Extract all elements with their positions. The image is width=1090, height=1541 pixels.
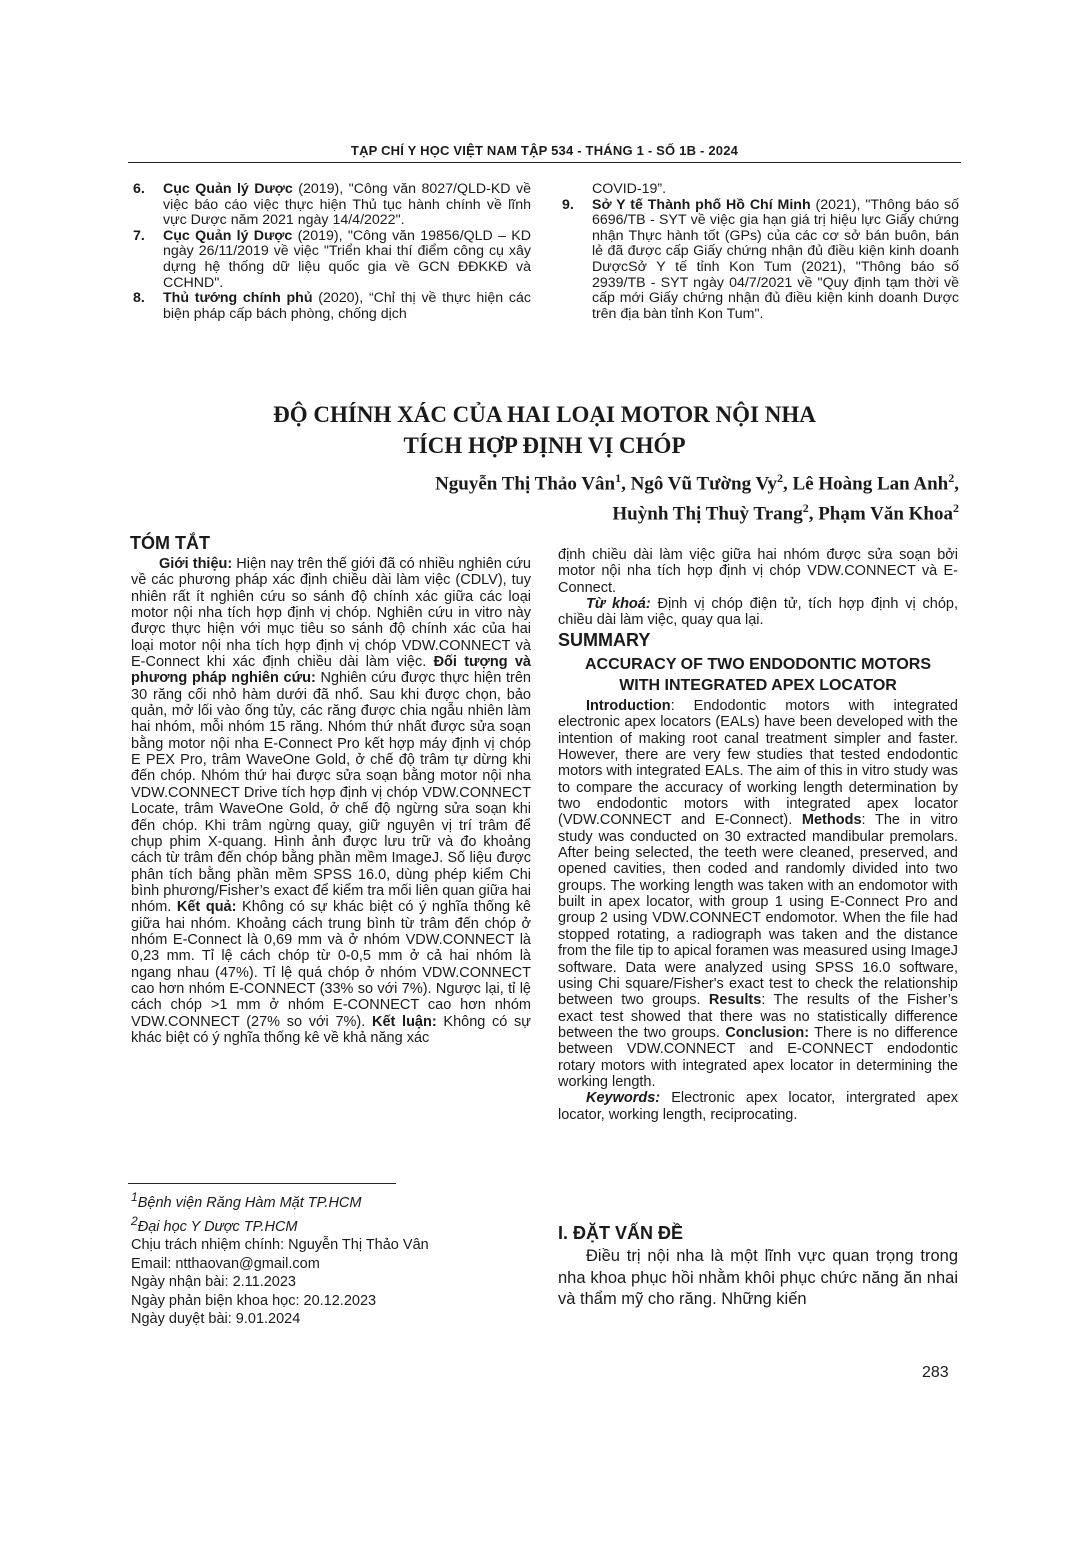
footnotes (131, 1188, 429, 1329)
reference-author: Cục Quản lý Dược (163, 181, 293, 197)
summary-heading: SUMMARY (558, 630, 651, 650)
reference-author: Sở Y tế Thành phố Hồ Chí Minh (592, 196, 811, 213)
corresponding-author: Chịu trách nhiệm chính: Nguyễn Thị Thảo Vân (131, 1237, 429, 1254)
authors-line-2: Huỳnh Thị Thuỳ Trang$^2$, Phạm Văn Khoa$^2$ (612, 501, 959, 525)
references-left (128, 182, 531, 322)
authors-line-1: Nguyễn Thị Thảo Vân$^1$, Ngô Vũ Tường Vy$^2$, Lê Hoàng Lan Anh$^2$, (435, 471, 959, 495)
reference-text: (2021), "Thông báo số 6696/TB - SYT về việc gia hạn giá trị hiệu lực Giấy chứng nhận Thực hành tốt (GPs) của các cơ sở bán buôn, bán lẻ đã được cấp Giấy chứng nhận đủ điều kiện kinh doanh DượcSở Y tế tỉnh Kon Tum (2021), "Thông báo số 2939/TB - SYT ngày 04/7/2021 về "Quy định tạm thời về cấp mới Giấy chứng nhận đủ điều kiện kinh doanh Dược trên địa bàn tỉnh Kon Tum". (592, 196, 960, 322)
summary-title: ACCURACY OF TWO ENDODONTIC MOTORS WITH INTEGRATED APEX LOCATOR (584, 656, 932, 694)
section-1-text: Điều trị nội nha là một lĩnh vực quan trọng trong nha khoa phục hồi nhằm khôi phục chức năng ăn nhai và thẩm mỹ cho răng. Những kiến (558, 1247, 958, 1308)
summary-abstract: Introduction: Endodontic motors with integrated electronic apex locators (EALs) have been developed with the intention of making root canal treatment simpler and faster. However, there are very few studies that tested endodontic motors with integrated EALs. The aim of this in vitro study was to compare the accuracy of working length determination by two endodontic motors with integrated apex locator (VDW.CONNECT and E-Connect). Methods: The in vitro study was conducted on 30 extracted mandibular premolars. After being selected, the teeth were cleaned, preserved, and opened cavities, then coded and randomly divided into two groups. The working length was taken with an endomotor with built in apex locator, with group 1 using E-Connect Pro and group 2 using VDW.CONNECT endomotor. When the file had stopped rotating, a radiograph was taken and the distance from the file tip to apical foramen was measured using ImageJ software. Data were analyzed using SPSS 16.0 software, using Chi square/Fisher's exact test to check the relationship between two groups. Results: The results of the Fisher’s exact test showed that there was no statistically difference between the two groups. Conclusion: There is no difference between VDW.CONNECT and E-CONNECT endodontic rotary motors with integrated apex locator in determining the working length. Keywords: Electronic apex locator, intergrated apex locator, working length, reciprocating. (558, 698, 958, 1123)
tomtat-heading: TÓM TẮT (130, 533, 210, 553)
reference-9: 9. Sở Y tế Thành phố Hồ Chí Minh (2021), "Thông báo số 6696/TB - SYT về việc gia hạn giá trị hiệu lực Giấy chứng nhận Thực hành tốt (GPs) của các cơ sở bán buôn, bán lẻ đã được cấp Giấy chứng nhận đủ điều kiện kinh doanh DượcSở Y tế tỉnh Kon Tum (2021), "Thông báo số 2939/TB - SYT ngày 04/7/2021 về "Quy định tạm thời về cấp mới Giấy chứng nhận đủ điều kiện kinh doanh Dược trên địa bàn tỉnh Kon Tum". (562, 196, 960, 322)
tomtat-continued: định chiều dài làm việc giữa hai nhóm được sửa soạn bởi motor nội nha tích hợp định vị chóp VDW.CONNECT và E-Connect. Từ khoá: Định vị chóp điện tử, tích hợp định vị chóp, chiều dài làm việc, quay qua lại. (558, 547, 958, 629)
reference-author: Cục Quản lý Dược (163, 227, 293, 244)
footnote-rule (128, 1183, 396, 1184)
reference-8: 8. Thủ tướng chính phủ (2020), “Chỉ thị về thực hiện các biện pháp cấp bách phòng, chống dịch (133, 290, 531, 322)
accepted-date: Ngày duyệt bài: 9.01.2024 (131, 1311, 301, 1328)
section-1-heading: I. ĐẶT VẤN ĐỀ (558, 1223, 684, 1243)
reference-7: 7. Cục Quản lý Dược (2019), "Công văn 19856/QLD – KD ngày 26/11/2019 về việc "Triển khai thí điểm công cụ xây dựng hệ thống dữ liệu quốc gia về GCN ĐĐKKĐ và CCHND". (133, 227, 531, 291)
tomtat-abstract: Giới thiệu: Hiện nay trên thế giới đã có nhiều nghiên cứu về các phương pháp xác định chiều dài làm việc (CDLV), tuy nhiên rất ít nghiên cứu so sánh độ chính xác giữa các loại motor nội nha tích hợp định vị chóp. Nghiên cứu in vitro này được thực hiện với mục tiêu so sánh độ chính xác của hai loại motor nội nha tích hợp định vị chóp VDW.CONNECT và E-Connect khi xác định chiều dài làm việc. Đối tượng và phương pháp nghiên cứu: Nghiên cứu được thực hiện trên 30 răng cối nhỏ hàm dưới đã nhổ. Sau khi được chọn, bảo quản, mở lối vào ống tủy, các răng được chia ngẫu nhiên làm hai nhóm, mỗi nhóm 15 răng. Nhóm thứ nhất được sửa soạn bằng motor nội nha E-Connect Pro kết hợp máy định vị chóp E PEX Pro, trâm WaveOne Gold, ở chế độ trâm tự dừng khi đến chóp. Nhóm thứ hai được sửa soạn bằng motor nội nha VDW.CONNECT Drive tích hợp định vị chóp VDW.CONNECT Locate, trâm WaveOne Gold, ở chế độ ngừng sửa soạn khi đến chóp. Khi trâm ngừng quay, giữ nguyên vị trí trâm để chụp phim X-quang. Hình ảnh được lưu trữ và đo khoảng cách từ trâm đến chóp bằng phần mềm ImageJ. Số liệu được phân tích bằng phần mềm SPSS 16.0, dùng phép kiểm Chi bình phương/Fisher’s exact để kiểm tra mối liên quan giữa hai nhóm. Kết quả: Không có sự khác biệt có ý nghĩa thống kê giữa hai nhóm. Khoảng cách trung bình từ trâm đến chóp ở nhóm E-Connect là 0,69 mm và ở nhóm VDW.CONNECT là 0,23 mm. Tỉ lệ cách chóp từ 0-0,5 mm ở cả hai nhóm là ngang nhau (47%). Tỉ lệ quá chóp ở nhóm VDW.CONNECT cao hơn nhóm E-CONNECT (33% so với 7%). Ngược lại, tỉ lệ cách chóp >1 mm ở nhóm E-CONNECT cao hơn nhóm VDW.CONNECT (27% so với 7%). Kết luận: Không có sự khác biệt có ý nghĩa thống kê về khả năng xác (131, 556, 531, 1046)
page-number: 283 (922, 1364, 949, 1381)
reference-text: (2019), "Công văn 8027/QLD-KD về việc báo cáo việc thực hiện Thủ tục hành chính về lĩnh vực Dược năm 2021 ngày 14/4/2022". (163, 181, 531, 229)
journal-header: TẠP CHÍ Y HỌC VIỆT NAM TẬP 534 - THÁNG 1 - SỐ 1B - 2024 (350, 143, 739, 158)
header-rule (128, 162, 961, 163)
reference-text: (2020), “Chỉ thị về thực hiện các biện pháp cấp bách phòng, chống dịch (163, 290, 531, 322)
email: Email: ntthaovan@gmail.com (131, 1255, 320, 1272)
reference-author: Thủ tướng chính phủ (163, 290, 313, 307)
title-line-2: TÍCH HỢP ĐỊNH VỊ CHÓP (403, 433, 686, 458)
affiliation-1: $^1$Bệnh viện Răng Hàm Mặt TP.HCM (131, 1190, 362, 1211)
affiliation-2: $^2$Đại học Y Dược TP.HCM (131, 1214, 298, 1236)
title-line-1: ĐỘ CHÍNH XÁC CỦA HAI LOẠI MOTOR NỘI NHA (273, 402, 816, 427)
reference-6: 6. Cục Quản lý Dược (2019), "Công văn 8027/QLD-KD về việc báo cáo việc thực hiện Thủ tục hành chính về lĩnh vực Dược năm 2021 ngày 14/4/2022". (133, 181, 531, 229)
received-date: Ngày nhận bài: 2.11.2023 (131, 1274, 297, 1291)
authors (300, 466, 959, 527)
reference-text: (2019), "Công văn 19856/QLD – KD ngày 26/11/2019 về việc "Triển khai thí điểm công cụ xây dựng hệ thống dữ liệu quốc gia về GCN ĐĐKKĐ và CCHND". (163, 227, 531, 291)
references-right (557, 182, 959, 322)
review-date: Ngày phản biện khoa học: 20.12.2023 (131, 1292, 377, 1309)
article-title (128, 399, 961, 461)
reference-8-continued: COVID-19”. (592, 181, 667, 197)
